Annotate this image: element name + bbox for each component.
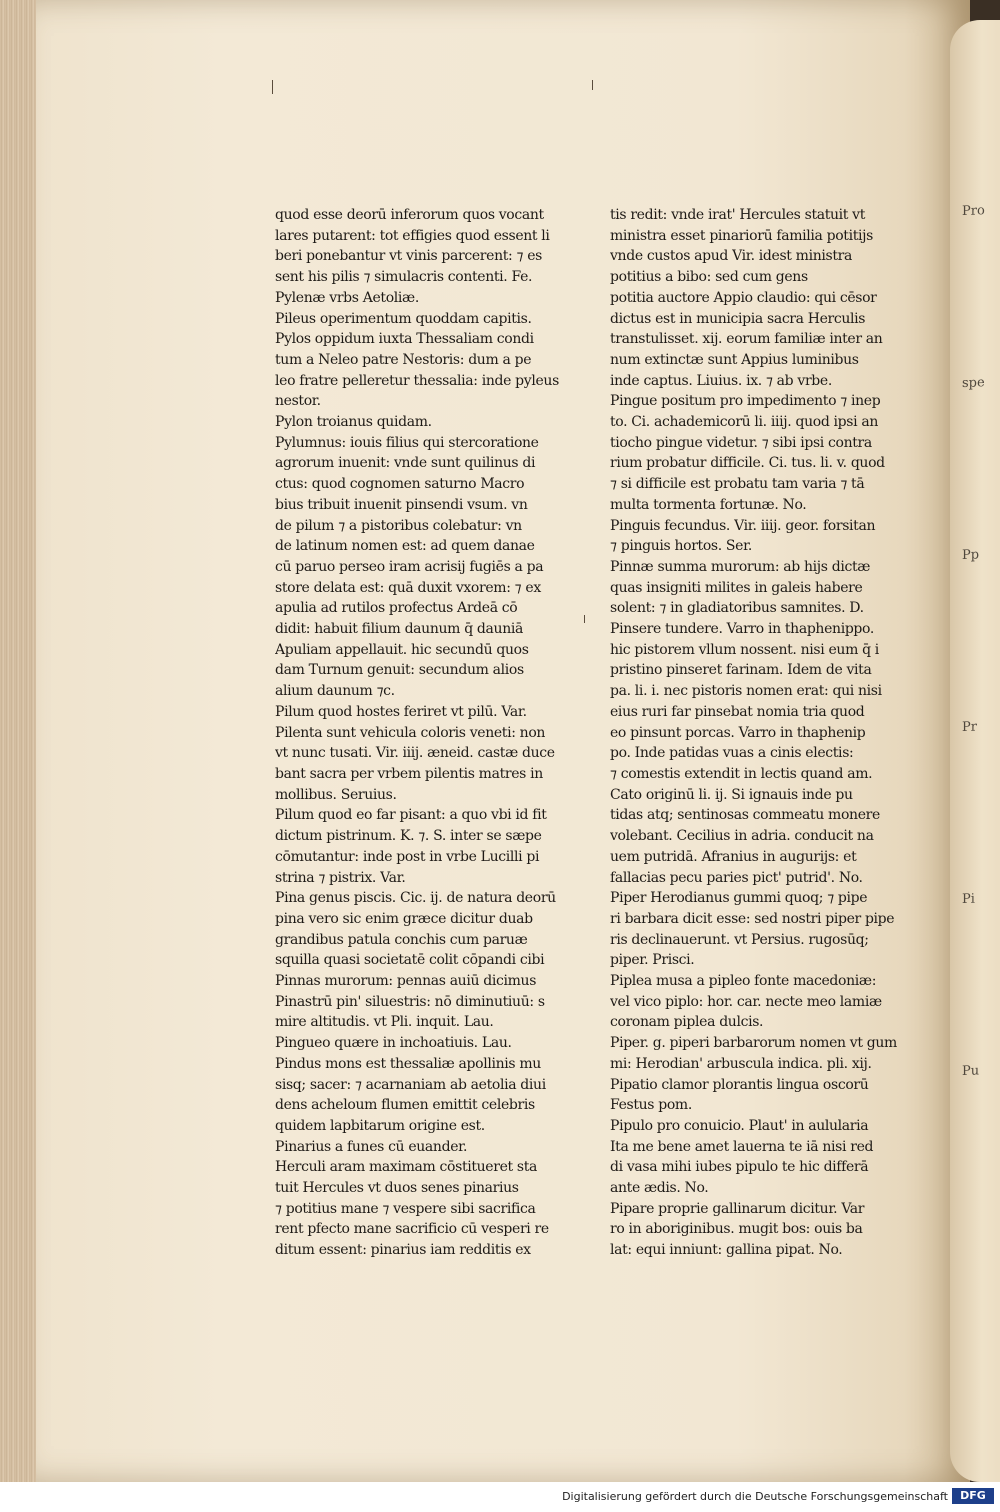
text-line: leo fratre pelleretur thessalia: inde pyleus xyxy=(275,372,559,389)
text-line: agrorum inuenit: vnde sunt quilinus di xyxy=(275,455,536,472)
text-line: rent pfecto mane sacrificio cū vesperi re xyxy=(275,1221,549,1238)
text-line: Pinnas murorum: pennas auiū dicimus xyxy=(275,973,537,990)
text-line: transtulisset. xij. eorum familiæ inter an xyxy=(610,331,883,348)
text-line: rium probatur difficile. Ci. tus. li. v. quod xyxy=(610,455,885,472)
text-line: Pingueo quære in inchoatiuis. Lau. xyxy=(275,1035,512,1052)
text-line: Festus pom. xyxy=(610,1097,692,1114)
text-line: piper. Prisci. xyxy=(610,952,695,969)
text-line: ⁊ si difficile est probatu tam varia ⁊ tā xyxy=(610,476,865,493)
text-line: quod esse deorū inferorum quos vocant xyxy=(275,207,544,223)
text-line: Pipulo pro conuicio. Plaut' in aulularia xyxy=(610,1117,869,1134)
text-line: tiocho pingue videtur. ⁊ sibi ipsi contra xyxy=(610,434,872,451)
footer-bar xyxy=(0,1482,1000,1512)
margin-mark xyxy=(272,80,273,94)
text-line: pina vero sic enim græce dicitur duab xyxy=(275,910,533,927)
text-line: quas insigniti milites in galeis habere xyxy=(610,579,863,596)
text-line: cū paruo perseo iram acrisij fugiēs a pa xyxy=(275,558,544,575)
text-line: pristino pinseret farinam. Idem de vita xyxy=(610,662,872,679)
text-line: dam Turnum genuit: secundum alios xyxy=(275,662,524,679)
text-line: potitia auctore Appio claudio: qui cēsor xyxy=(610,289,877,306)
text-line: ante ædis. No. xyxy=(610,1180,709,1197)
text-line: Pylon troianus quidam. xyxy=(275,414,432,431)
facing-page-fragment: Pp xyxy=(962,547,980,564)
text-line: fallacias pecu paries pict' putrid'. No. xyxy=(610,869,863,886)
text-line: nestor. xyxy=(275,393,321,410)
text-line: mollibus. Seruius. xyxy=(275,786,397,803)
text-line: de latinum nomen est: ad quem danae xyxy=(275,538,535,555)
text-line: lat: equi inniunt: gallina pipat. No. xyxy=(610,1242,843,1259)
text-line: ditum essent: pinarius iam redditis ex xyxy=(275,1242,531,1259)
text-line: di vasa mihi iubes pipulo te hic differā xyxy=(610,1159,869,1176)
text-line: Pinarius a funes cū euander. xyxy=(275,1138,468,1155)
text-line: store delata est: quā duxit vxorem: ⁊ ex xyxy=(275,579,541,596)
text-line: ⁊ comestis extendit in lectis quand am. xyxy=(610,765,873,782)
text-line: num extinctæ sunt Appius luminibus xyxy=(610,351,859,368)
text-line: eius ruri far pinsebat nomia tria quod xyxy=(610,703,865,720)
text-line: to. Ci. achademicorū li. iiij. quod ipsi an xyxy=(610,414,878,431)
text-line: ris declinauerunt. vt Persius. rugosūq; xyxy=(610,931,869,948)
text-line: ministra esset pinariorū familia potitijs xyxy=(610,227,873,244)
right-text-column xyxy=(610,205,910,1261)
text-line: Piper Herodianus gummi quoq; ⁊ pipe xyxy=(610,890,868,907)
text-line: inde captus. Liuius. ix. ⁊ ab vrbe. xyxy=(610,372,832,389)
text-line: alium daunum ⁊c. xyxy=(275,683,395,700)
text-line: tidas atq; sentinosas commeatu monere xyxy=(610,807,880,824)
page-stack-edge xyxy=(0,0,38,1482)
digitization-credit: Digitalisierung gefördert durch die Deutsche Forschungsgemeinschaft xyxy=(562,1490,948,1503)
dfg-logo: DFG xyxy=(952,1488,994,1504)
facing-page-fragment: Pro xyxy=(962,203,985,220)
facing-page-fragment: spe xyxy=(962,375,985,392)
text-line: mire altitudis. vt Pli. inquit. Lau. xyxy=(275,1014,494,1031)
facing-page-fragment: Pr xyxy=(962,719,977,736)
text-line: tis redit: vnde irat' Hercules statuit vt xyxy=(610,207,865,223)
text-line: vt nunc tusati. Vir. iiij. æneid. castæ duce xyxy=(275,745,555,762)
text-line: coronam piplea dulcis. xyxy=(610,1014,764,1031)
text-line: dictus est in municipia sacra Herculis xyxy=(610,310,866,327)
text-line: vel vico piplo: hor. car. necte meo lamiæ xyxy=(610,993,882,1010)
text-line: bius tribuit inuenit pinsendi vsum. vn xyxy=(275,496,528,513)
text-line: Piplea musa a pipleo fonte macedoniæ: xyxy=(610,973,877,990)
text-line: apulia ad rutilos profectus Ardeā cō xyxy=(275,600,518,617)
text-line: Pylos oppidum iuxta Thessaliam condi xyxy=(275,331,534,348)
text-line: Pilum quod eo far pisant: a quo vbi id fit xyxy=(275,807,547,824)
text-line: Pinnæ summa murorum: ab hijs dictæ xyxy=(610,558,871,575)
facing-page-text xyxy=(962,199,1000,1233)
text-line: Pingue positum pro impedimento ⁊ inep xyxy=(610,393,881,410)
text-line: lares putarent: tot effigies quod essent li xyxy=(275,227,550,244)
facing-page-fragment: Pu xyxy=(962,1063,980,1080)
text-line: uem putridā. Afranius in augurijs: et xyxy=(610,848,857,865)
text-line: Herculi aram maximam cōstitueret sta xyxy=(275,1159,537,1176)
text-line: beri ponebantur vt vinis parcerent: ⁊ es xyxy=(275,248,542,265)
text-line: dens acheloum flumen emittit celebris xyxy=(275,1097,535,1114)
text-line: pa. li. i. nec pistoris nomen erat: qui nisi xyxy=(610,683,882,700)
text-line: Pinsere tundere. Varro in thaphenippo. xyxy=(610,621,874,638)
text-line: solent: ⁊ in gladiatoribus samnites. D. xyxy=(610,600,864,617)
text-line: strina ⁊ pistrix. Var. xyxy=(275,869,406,886)
text-line: de pilum ⁊ a pistoribus colebatur: vn xyxy=(275,517,522,534)
facing-page xyxy=(950,20,1000,1482)
text-line: multa tormenta fortunæ. No. xyxy=(610,496,807,513)
text-line: ctus: quod cognomen saturno Macro xyxy=(275,476,525,493)
text-line: Ita me bene amet lauerna te iā nisi red xyxy=(610,1138,874,1155)
text-line: Pileus operimentum quoddam capitis. xyxy=(275,310,532,327)
text-line: Pipatio clamor plorantis lingua oscorū xyxy=(610,1076,869,1093)
text-line: volebant. Cecilius in adria. conducit na xyxy=(610,828,874,845)
margin-mark xyxy=(584,615,585,623)
text-line: quidem lapbitarum origine est. xyxy=(275,1117,485,1134)
text-line: bant sacra per vrbem pilentis matres in xyxy=(275,765,543,782)
text-line: Pilenta sunt vehicula coloris veneti: non xyxy=(275,724,546,741)
text-line: hic pistorem vllum nossent. nisi eum q̄ i xyxy=(610,641,879,658)
text-line: Pinguis fecundus. Vir. iiij. geor. forsitan xyxy=(610,517,876,534)
text-line: Pindus mons est thessaliæ apollinis mu xyxy=(275,1055,541,1072)
text-line: ri barbara dicit esse: sed nostri piper pipe xyxy=(610,910,895,927)
text-line: Pylenæ vrbs Aetoliæ. xyxy=(275,289,419,306)
text-line: Pipare proprie gallinarum dicitur. Var xyxy=(610,1200,865,1217)
text-line: cōmutantur: inde post in vrbe Lucilli pi xyxy=(275,848,540,865)
text-line: Apuliam appellauit. hic secundū quos xyxy=(275,641,529,658)
text-line: squilla quasi societatē colit cōpandi cibi xyxy=(275,952,545,969)
text-line: sent his pilis ⁊ simulacris contenti. Fe. xyxy=(275,269,533,286)
text-line: sisq; sacer: ⁊ acarnaniam ab aetolia diui xyxy=(275,1076,546,1093)
text-line: po. Inde patidas vuas a cinis electis: xyxy=(610,745,854,762)
facing-page-fragment: Pi xyxy=(962,891,975,908)
text-line: mi: Herodian' arbuscula indica. pli. xij. xyxy=(610,1055,872,1072)
text-line: tuit Hercules vt duos senes pinarius xyxy=(275,1180,519,1197)
text-line: Pylumnus: iouis filius qui stercoratione xyxy=(275,434,539,451)
text-line: Pina genus piscis. Cic. ij. de natura deorū xyxy=(275,890,556,907)
text-line: Pinastrū pin' siluestris: nō diminutiuū: s xyxy=(275,993,545,1010)
text-line: Piper. g. piperi barbarorum nomen vt gum xyxy=(610,1035,897,1052)
text-line: Cato originū li. ij. Si ignauis inde pu xyxy=(610,786,853,803)
text-line: dictum pistrinum. K. ⁊. S. inter se sæpe xyxy=(275,828,542,845)
text-line: vnde custos apud Vir. idest ministra xyxy=(610,248,852,265)
text-line: didit: habuit filium daunum q̄ dauniā xyxy=(275,621,523,638)
left-text-column xyxy=(275,205,575,1261)
text-line: ⁊ potitius mane ⁊ vespere sibi sacrifica xyxy=(275,1200,536,1217)
text-line: eo pinsunt porcas. Varro in thaphenip xyxy=(610,724,866,741)
text-line: grandibus patula conchis cum paruæ xyxy=(275,931,528,948)
text-line: Pilum quod hostes feriret vt pilū. Var. xyxy=(275,703,527,720)
text-line: ⁊ pinguis hortos. Ser. xyxy=(610,538,753,555)
margin-mark xyxy=(592,80,593,90)
text-line: ro in aboriginibus. mugit bos: ouis ba xyxy=(610,1221,863,1238)
text-line: tum a Neleo patre Nestoris: dum a pe xyxy=(275,351,532,368)
text-line: potitius a bibo: sed cum gens xyxy=(610,269,808,286)
